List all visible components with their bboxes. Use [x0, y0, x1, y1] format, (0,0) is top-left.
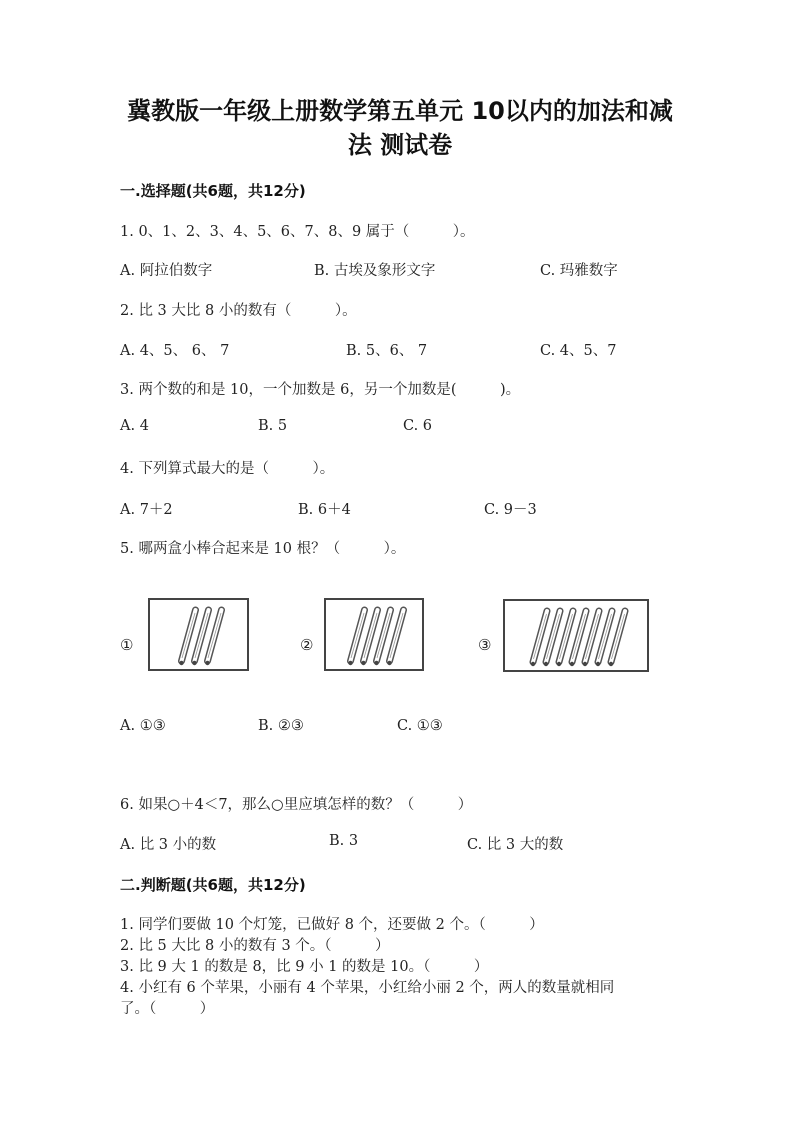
q3-option-a: A. 4	[120, 418, 149, 434]
sticks-figure-2	[326, 600, 426, 673]
section-heading-choice: 一.选择题(共6题，共12分)	[120, 182, 306, 200]
q2-option-c: C. 4、5、7	[540, 343, 617, 359]
figure-label-3: ③	[478, 636, 492, 654]
judgement-item-1: 1. 同学们要做 10 个灯笼，已做好 8 个，还要做 2 个。（ ）	[120, 917, 544, 933]
q4-option-c: C. 9－3	[484, 502, 537, 518]
section-heading-judgement: 二.判断题(共6题，共12分)	[120, 876, 306, 894]
q2-option-a: A. 4、5、 6、 7	[120, 343, 230, 359]
q3-option-b: B. 5	[258, 418, 288, 434]
q1-option-b: B. 古埃及象形文字	[314, 263, 436, 279]
page-title-line-2: 法 测试卷	[347, 131, 453, 159]
q5-option-b: B. ②③	[258, 718, 304, 734]
judgement-item-2: 2. 比 5 大比 8 小的数有 3 个。（ ）	[120, 938, 390, 954]
q1-option-a: A. 阿拉伯数字	[120, 263, 213, 279]
judgement-item-4: 4. 小红有 6 个苹果，小丽有 4 个苹果，小红给小丽 2 个，两人的数量就相同	[120, 980, 615, 996]
stick-box-1	[148, 598, 249, 671]
q1-option-c: C. 玛雅数字	[540, 263, 618, 279]
question-3: 3. 两个数的和是 10，一个加数是 6，另一个加数是( )。	[120, 382, 521, 398]
question-1: 1. 0、1、2、3、4、5、6、7、8、9 属于（ ）。	[120, 224, 475, 240]
q4-option-a: A. 7＋2	[120, 502, 173, 518]
stick-box-3	[503, 599, 649, 672]
stick-box-2	[324, 598, 424, 671]
sticks-figure-3	[505, 601, 651, 674]
q5-option-a: A. ①③	[120, 718, 166, 734]
page-title-line-1: 冀教版一年级上册数学第五单元 10以内的加法和减	[127, 97, 673, 125]
question-2: 2. 比 3 大比 8 小的数有（ ）。	[120, 303, 357, 319]
q5-option-c: C. ①③	[397, 718, 443, 734]
q4-option-b: B. 6＋4	[298, 502, 351, 518]
q2-option-b: B. 5、6、 7	[346, 343, 428, 359]
judgement-item-3: 3. 比 9 大 1 的数是 8，比 9 小 1 的数是 10。（ ）	[120, 959, 489, 975]
q6-option-a: A. 比 3 小的数	[120, 837, 217, 853]
q3-option-c: C. 6	[403, 418, 433, 434]
figure-label-1: ①	[120, 636, 134, 654]
judgement-item-4-continued: 了。（ ）	[120, 1001, 215, 1017]
question-6: 6. 如果○＋4＜7，那么○里应填怎样的数？（ ）	[120, 797, 473, 813]
q6-option-b: B. 3	[329, 833, 359, 849]
sticks-figure-1	[150, 600, 251, 673]
figure-label-2: ②	[300, 636, 314, 654]
question-5: 5. 哪两盒小棒合起来是 10 根？（ ）。	[120, 541, 406, 557]
q6-option-c: C. 比 3 大的数	[467, 837, 564, 853]
question-4: 4. 下列算式最大的是（ ）。	[120, 461, 335, 477]
